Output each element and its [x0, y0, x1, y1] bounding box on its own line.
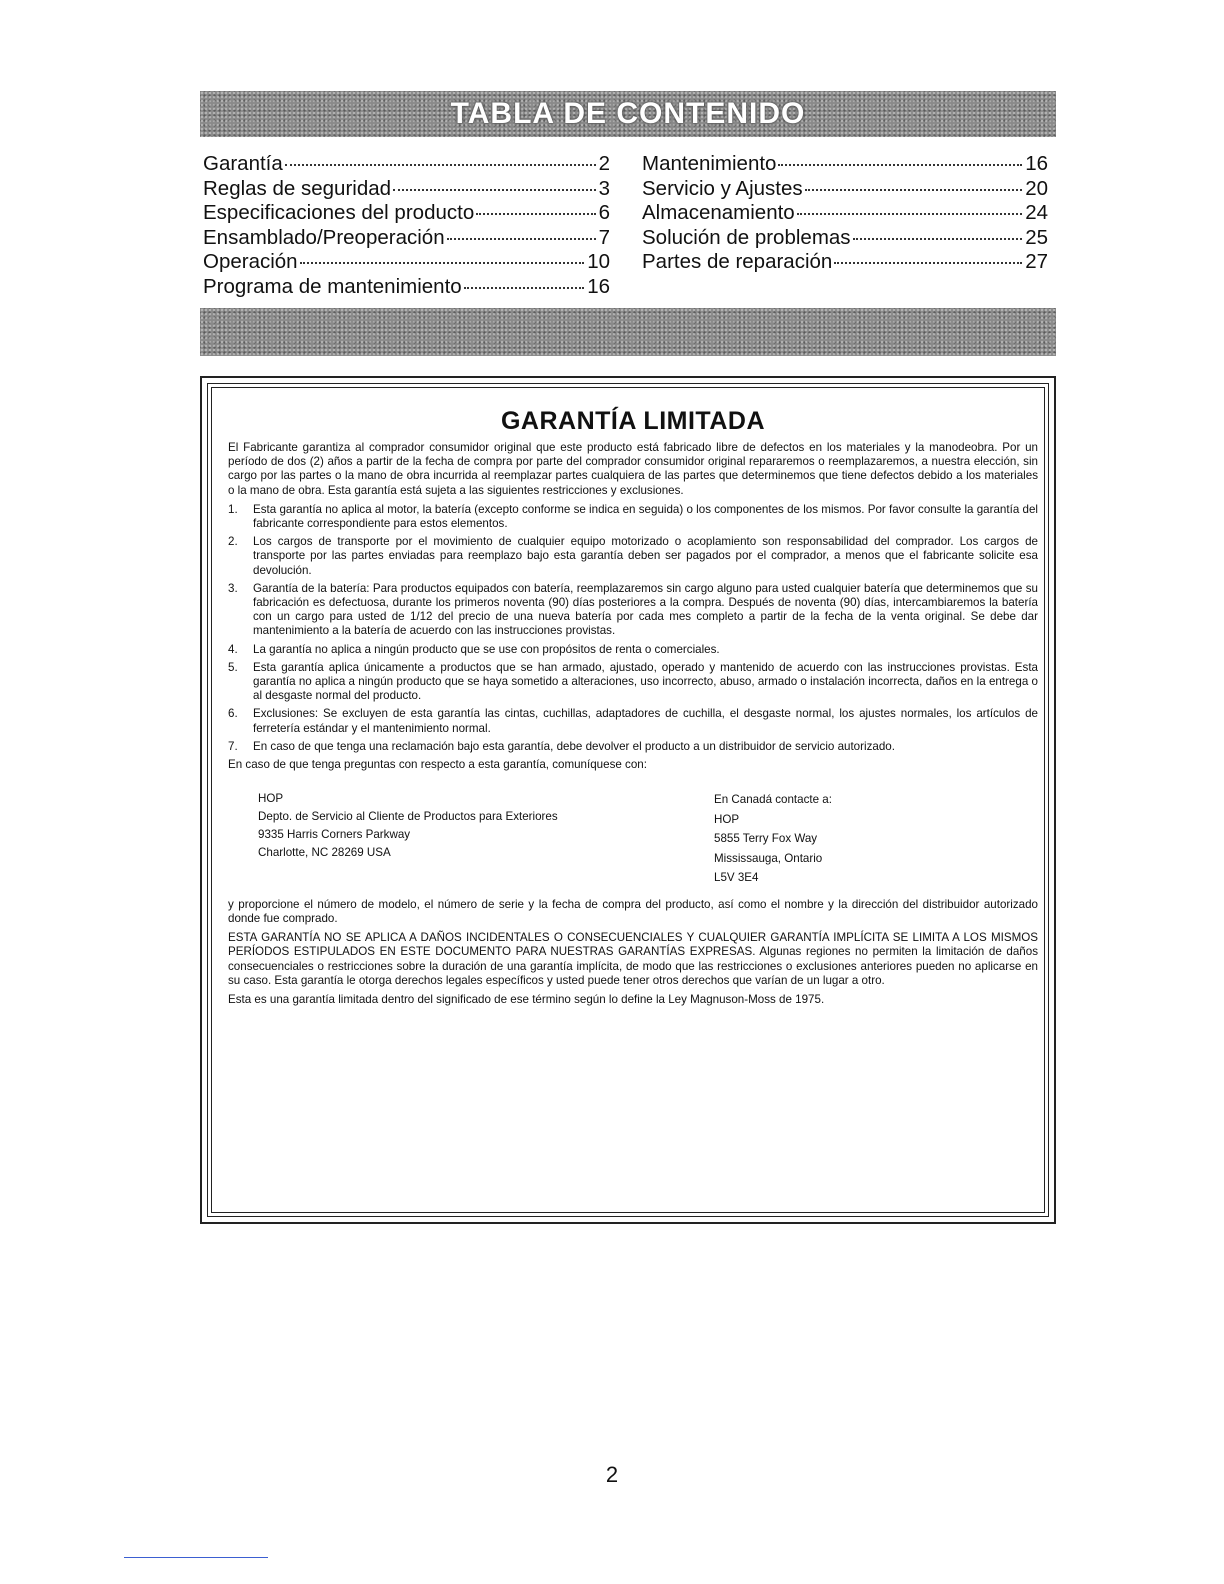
address-canada — [714, 790, 944, 888]
list-item-text: Garantía de la batería: Para productos equipados con batería, reemplazaremos sin cargo alguno para usted cualquier batería que determinemos que su fabricación es defectuosa, durante los primeros noventa (90) días posteriores a la compra. Después de noventa (90) días, intercambiaremos la batería con un cargo para usted de 1/12 del precio de una nueva batería por cada mes completo a partir de la fecha de la venta original. Se debe dar mantenimiento a la batería de acuerdo con las instrucciones provistas. — [253, 581, 1038, 638]
list-item — [228, 661, 1038, 704]
toc-leader — [476, 213, 595, 215]
list-item-text: Esta garantía aplica únicamente a productos que se han armado, ajustado, operado y mantenido de acuerdo con las instrucciones provistas. Esta garantía no aplica a ningún producto que se haya sometido a alteraciones, uso incorrecto, abuso, armado o instalación incorrecta, daños en la entrega o al desgaste normal del producto. — [253, 660, 1038, 703]
address-line: Charlotte, NC 28269 USA — [258, 846, 391, 860]
toc-leader — [393, 189, 596, 191]
warranty-title: GARANTÍA LIMITADA — [500, 407, 766, 435]
address-line: HOP — [258, 792, 284, 806]
address-line: 9335 Harris Corners Parkway — [258, 828, 411, 842]
toc-entry-page: 20 — [1025, 176, 1048, 200]
list-item — [228, 740, 1038, 754]
toc-entry-page: 3 — [598, 176, 610, 200]
list-item-text: Esta garantía no aplica al motor, la batería (excepto conforme se indica en seguida) o los componentes de los mismos. Por favor consulte la garantía del fabricante correspondiente para estos elementos. — [253, 502, 1038, 531]
address-line: Mississauga, Ontario — [714, 851, 823, 865]
toc-entry-page: 6 — [598, 201, 610, 224]
toc-leader — [834, 262, 1022, 264]
toc-leader — [285, 164, 596, 166]
warranty-content — [228, 406, 1038, 1012]
list-item-number: 4. — [228, 642, 238, 656]
address-usa — [258, 790, 618, 888]
footnote-rule — [124, 1557, 268, 1558]
warranty-intro: El Fabricante garantiza al comprador consumidor original que este producto está fabricado libre de defectos en los materiales y la manodeobra. Por un período de dos (2) años a partir de la fecha de compra por parte del comprador consumidor original repararemos o reemplazaremos, a nuestra elección, sin cargo por las partes o la mano de obra incurrida al reemplazar partes cualquiera de las partes que determinemos que tiene defectos debido a los materiales o la mano de obra. Esta garantía está sujeta a las siguientes restricciones y exclusiones. — [228, 441, 1038, 497]
list-item-text: Los cargos de transporte por el movimiento de cualquier equipo motorizado o acoplamiento son responsabilidad del comprador. Los cargos de transporte por las partes enviadas para reemplazo bajo esta garantía deben ser pagados por el comprador, a menos que el fabricante solicite esa devolución. — [253, 535, 1038, 577]
list-item-text: La garantía no aplica a ningún producto que se use con propósitos de renta o comerciales. — [253, 642, 720, 656]
toc-banner — [200, 91, 1056, 137]
list-item-number: 6. — [228, 707, 238, 721]
toc-entry[interactable] — [642, 152, 1048, 177]
toc-entry-label: Ensamblado/Preoperación — [203, 225, 445, 249]
toc-leader — [464, 287, 585, 289]
list-item-number: 3. — [228, 581, 238, 595]
warranty-closing: Esta es una garantía limitada dentro del significado de ese término según lo define la Ley Magnuson-Moss de 1975. — [228, 992, 825, 1006]
warranty-questions: En caso de que tenga preguntas con respecto a esta garantía, comuníquese con: — [228, 758, 647, 772]
list-item — [228, 503, 1038, 531]
toc-left-column — [203, 152, 610, 299]
toc-title: TABLA DE CONTENIDO — [450, 97, 806, 130]
toc-entry-label: Operación — [203, 250, 298, 273]
address-line: HOP — [714, 812, 740, 826]
toc-entry-page: 24 — [1025, 201, 1048, 224]
toc-entry-label: Solución de problemas — [642, 225, 851, 249]
toc-leader — [797, 213, 1022, 215]
toc-leader — [853, 238, 1023, 240]
toc-leader — [778, 164, 1022, 166]
toc-entry[interactable] — [203, 226, 610, 251]
list-item — [228, 535, 1038, 578]
address-line: L5V 3E4 — [714, 871, 759, 885]
toc-entry-page: 2 — [598, 152, 610, 175]
list-item-text: Exclusiones: Se excluyen de esta garantía las cintas, cuchillas, adaptadores de cuchilla, el desgaste normal, los ajustes normales, los artículos de ferretería estándar y el mantenimiento normal. — [253, 707, 1038, 735]
list-item — [228, 582, 1038, 639]
page-number: 2 — [605, 1462, 619, 1487]
warranty-box — [200, 376, 1056, 1224]
warranty-restrictions-list — [228, 503, 1038, 754]
list-item — [228, 707, 1038, 735]
toc-entry[interactable] — [642, 226, 1048, 251]
toc-entry-label: Garantía — [203, 152, 283, 175]
toc-entry-page: 10 — [587, 250, 610, 273]
toc-entry[interactable] — [203, 152, 610, 177]
address-line: Depto. de Servicio al Cliente de Productos para Exteriores — [258, 810, 558, 824]
toc-entry-label: Mantenimiento — [642, 152, 777, 175]
section-divider-banner — [200, 308, 1056, 356]
toc-leader — [447, 238, 596, 240]
toc-entry[interactable] — [203, 250, 610, 275]
toc-entry[interactable] — [642, 201, 1048, 226]
list-item-number: 7. — [228, 739, 238, 753]
toc-leader — [805, 189, 1023, 191]
toc-entry-label: Servicio y Ajustes — [642, 176, 803, 200]
toc-entry-page: 25 — [1025, 225, 1048, 249]
list-item-number: 1. — [228, 502, 238, 516]
contact-addresses — [228, 790, 1038, 888]
toc-entry-label: Almacenamiento — [642, 201, 795, 224]
toc-entry[interactable] — [203, 275, 610, 300]
address-line: En Canadá contacte a: — [714, 793, 832, 807]
toc-entry-page: 7 — [598, 225, 610, 249]
toc-entry[interactable] — [642, 250, 1048, 275]
toc-entry-label: Partes de reparación — [642, 250, 833, 273]
toc-entry-label: Programa de mantenimiento — [203, 274, 462, 298]
toc-entry-page: 16 — [587, 274, 610, 298]
list-item-number: 2. — [228, 535, 238, 549]
warranty-provide-info: y proporcione el número de modelo, el número de serie y la fecha de compra del producto, así como el nombre y la dirección del distribuidor autorizado donde fue comprado. — [228, 897, 1038, 925]
toc-entry-label: Reglas de seguridad — [203, 176, 392, 200]
list-item — [228, 643, 1038, 657]
toc-entry-page: 16 — [1025, 152, 1048, 175]
toc-entry-label: Especificaciones del producto — [203, 201, 475, 224]
toc-leader — [300, 262, 585, 264]
toc-entry[interactable] — [203, 177, 610, 202]
warranty-disclaimer: ESTA GARANTÍA NO SE APLICA A DAÑOS INCIDENTALES O CONSECUENCIALES Y CUALQUIER GARANTÍA IMPLÍCITA SE LIMITA A LOS MISMOS PERÍODOS ESTIPULADOS EN ESTE DOCUMENTO PARA NUESTRAS GARANTÍAS EXPRESAS. Algunas regiones no permiten la limitación de daños consecuenciales o restricciones sobre la duración de una garantía implícita, de modo que las restricciones o exclusiones anteriores pueden no aplicarse en su caso. Esta garantía le otorga derechos legales específicos y usted puede tener otros derechos que varían de un lugar a otro. — [228, 931, 1038, 987]
address-line: 5855 Terry Fox Way — [714, 832, 818, 846]
toc-entry-page: 27 — [1025, 250, 1048, 273]
toc-right-column — [642, 152, 1048, 275]
toc-entry[interactable] — [203, 201, 610, 226]
list-item-text: En caso de que tenga una reclamación bajo esta garantía, debe devolver el producto a un distribuidor de servicio autorizado. — [253, 739, 895, 753]
toc-entry[interactable] — [642, 177, 1048, 202]
list-item-number: 5. — [228, 660, 238, 674]
